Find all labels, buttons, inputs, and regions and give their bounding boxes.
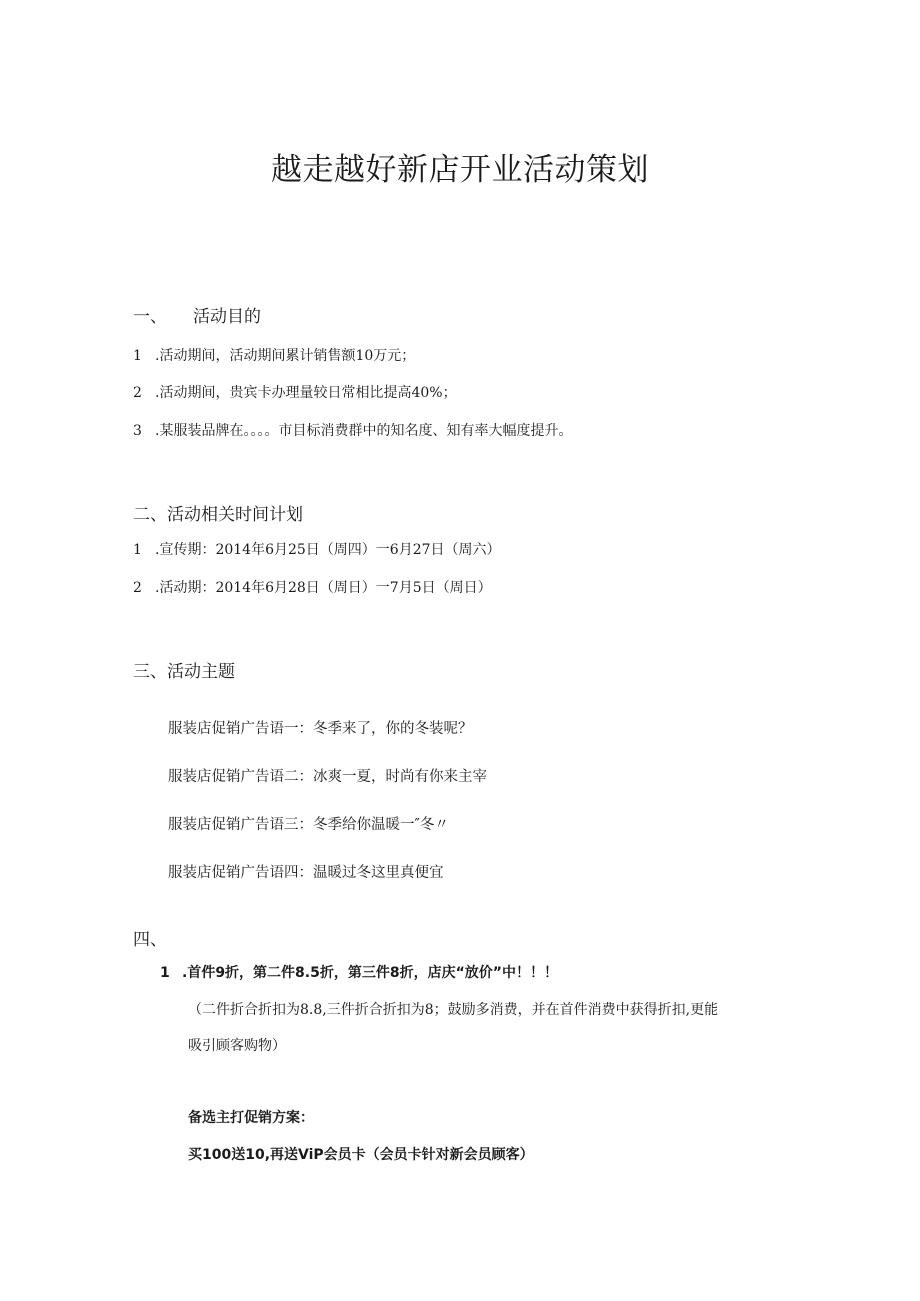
item-number: 3	[133, 423, 142, 439]
item-text: .宣传期：2014年6月25日（周四）一6月27日（周六）	[155, 542, 501, 558]
section4-heading: 四、	[133, 930, 167, 950]
section3-heading: 三、活动主题	[133, 662, 235, 682]
alternative-plan-text: 买100送10,再送ViP会员卡（会员卡针对新会员顾客）	[188, 1147, 534, 1163]
item-text: .首件9折，第二件8.5折，第三件8折，店庆“放价”中！！！	[182, 965, 559, 981]
section2-item	[133, 539, 501, 559]
section1-item	[133, 382, 457, 402]
item-number: 1	[160, 965, 170, 981]
alternative-plan-title: 备选主打促销方案：	[188, 1110, 314, 1126]
slogan-line: 服装店促销广告语三：冬季给你温暖一″冬〃	[168, 817, 449, 833]
slogan-line: 服装店促销广告语一：冬季来了，你的冬装呢？	[168, 721, 473, 737]
item-number: 2	[133, 385, 142, 401]
section4-item	[160, 962, 558, 982]
item-text: .某服装品牌在。。。。市目标消费群中的知名度、知有率大幅度提升。	[155, 423, 573, 439]
section4-note-line1: （二件折合折扣为8.8,三件折合折扣为8；鼓励多消费，并在首件消费中获得折扣,更能	[188, 1002, 719, 1018]
section2-item	[133, 577, 492, 597]
item-number: 1	[133, 542, 142, 558]
slogan-line: 服装店促销广告语二：冰爽一夏，时尚有你来主宰	[168, 769, 487, 785]
item-number: 1	[133, 348, 142, 364]
item-number: 2	[133, 580, 142, 596]
section1-item	[133, 345, 415, 365]
item-text: .活动期间，贵宾卡办理量较日常相比提高40%；	[155, 385, 457, 401]
section1-item	[133, 420, 572, 440]
item-text: .活动期：2014年6月28日（周日）一7月5日（周日）	[155, 580, 492, 596]
section1-heading-number: 一、	[133, 307, 167, 327]
section1-heading: 活动目的	[193, 307, 261, 327]
slogan-line: 服装店促销广告语四：温暖过冬这里真便宜	[168, 865, 444, 881]
item-text: .活动期间，活动期间累计销售额10万元；	[155, 348, 416, 364]
section4-note-line2: 吸引顾客购物）	[188, 1038, 286, 1054]
section2-heading: 二、活动相关时间计划	[133, 505, 303, 525]
document-title: 越走越好新店开业活动策划	[271, 152, 649, 188]
